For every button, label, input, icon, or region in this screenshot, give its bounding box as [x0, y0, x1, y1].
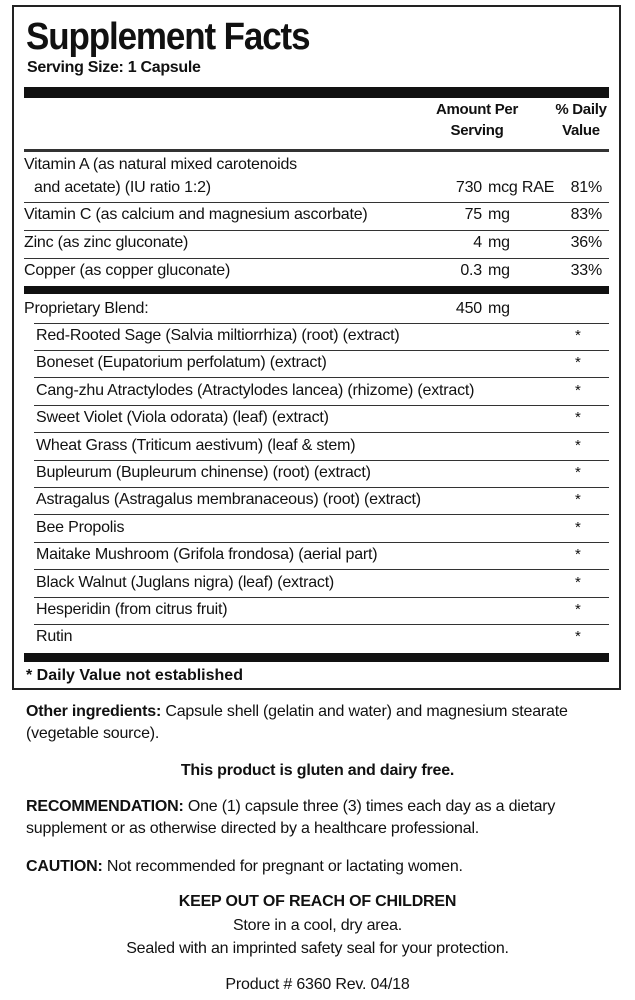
- blend-name: Proprietary Blend:: [24, 300, 149, 317]
- nutrient-name: Zinc (as zinc gluconate): [24, 234, 189, 251]
- row-divider: [34, 624, 609, 625]
- row-divider: [34, 569, 609, 570]
- blend-item-name: Hesperidin (from citrus fruit): [36, 601, 228, 618]
- blend-item-dv: *: [575, 409, 581, 427]
- nutrient-amount: 730: [455, 179, 482, 196]
- header-divider: [24, 149, 609, 152]
- serving-size: Serving Size: 1 Capsule: [27, 59, 201, 76]
- nutrient-unit: mg: [488, 234, 510, 251]
- nutrient-unit: mg: [488, 262, 510, 279]
- blend-item-dv: *: [575, 354, 581, 372]
- row-divider: [34, 514, 609, 515]
- blend-item-name: Bupleurum (Bupleurum chinense) (root) (extract): [36, 464, 371, 481]
- nutrient-dv: 83%: [570, 206, 602, 223]
- thick-divider: [24, 286, 609, 294]
- blend-item-name: Rutin: [36, 628, 73, 646]
- gluten-free-statement: This product is gluten and dairy free.: [180, 762, 455, 779]
- caution-text: Not recommended for pregnant or lactating women.: [102, 858, 463, 875]
- nutrient-dv: 36%: [570, 234, 602, 251]
- product-number: Product # 6360 Rev. 04/18: [225, 976, 410, 993]
- nutrient-amount: 75: [464, 206, 482, 223]
- nutrient-unit: mg: [488, 206, 510, 223]
- blend-item-name: Black Walnut (Juglans nigra) (leaf) (extract): [36, 573, 335, 591]
- blend-unit: mg: [488, 300, 510, 317]
- blend-item-name: Astragalus (Astragalus membranaceous) (root) (extract): [36, 491, 421, 509]
- blend-item-name: Red-Rooted Sage (Salvia miltiorrhiza) (root) (extract): [36, 327, 400, 344]
- blend-item-dv: *: [575, 464, 581, 481]
- supplement-facts-panel: [12, 5, 621, 690]
- header-dv-line1: % Daily: [555, 101, 607, 118]
- storage-instructions: Store in a cool, dry area.: [232, 917, 403, 934]
- header-amount-per-serving: [422, 99, 532, 141]
- header-daily-value: [546, 99, 616, 141]
- blend-item-dv: *: [575, 436, 581, 454]
- row-divider: [24, 258, 609, 259]
- row-divider: [34, 377, 609, 378]
- other-ingredients-label: Other ingredients:: [26, 703, 162, 720]
- thick-divider: [24, 653, 609, 662]
- blend-item-name: Cang-zhu Atractylodes (Atractylodes lancea) (rhizome) (extract): [36, 381, 475, 399]
- nutrient-name: Vitamin C (as calcium and magnesium ascorbate): [24, 206, 368, 223]
- nutrient-unit: mcg RAE: [488, 179, 555, 196]
- row-divider: [34, 350, 609, 351]
- nutrient-dv: 33%: [570, 262, 602, 279]
- row-divider: [24, 230, 609, 231]
- recommendation-text: One (1) capsule three (3) times each day as a dietary supplement or as otherwise directed by a healthcare professional.: [26, 798, 556, 837]
- recommendation: [26, 796, 616, 840]
- thick-divider: [24, 87, 609, 98]
- row-divider: [34, 460, 609, 461]
- row-divider: [34, 542, 609, 543]
- blend-item-name: Maitake Mushroom (Grifola frondosa) (aerial part): [36, 546, 378, 564]
- blend-item-dv: *: [575, 327, 581, 344]
- caution-label: CAUTION:: [26, 858, 103, 875]
- nutrient-name: Vitamin A (as natural mixed carotenoids: [24, 156, 297, 173]
- blend-item-dv: *: [575, 628, 581, 646]
- header-amount-line1: Amount Per: [435, 101, 518, 118]
- row-divider: [34, 323, 609, 324]
- nutrient-amount: 0.3: [460, 262, 482, 279]
- recommendation-label: RECOMMENDATION:: [26, 798, 184, 815]
- blend-item-dv: *: [575, 518, 581, 536]
- blend-item-dv: *: [575, 491, 581, 509]
- blend-item-dv: *: [575, 601, 581, 618]
- blend-item-dv: *: [575, 573, 581, 591]
- blend-item-dv: *: [575, 381, 581, 399]
- nutrient-name-continued: and acetate) (IU ratio 1:2): [34, 179, 211, 196]
- blend-item-name: Wheat Grass (Triticum aestivum) (leaf & stem): [36, 436, 356, 454]
- blend-item-dv: *: [575, 546, 581, 564]
- row-divider: [34, 405, 609, 406]
- header-dv-line2: Value: [562, 122, 600, 139]
- other-ingredients: [26, 701, 616, 745]
- blend-item-name: Boneset (Eupatorium perfolatum) (extract): [36, 354, 327, 372]
- row-divider: [34, 597, 609, 598]
- header-amount-line2: Serving: [450, 122, 504, 139]
- caution: [26, 856, 616, 878]
- safety-seal-note: Sealed with an imprinted safety seal for your protection.: [126, 940, 509, 957]
- nutrient-name: Copper (as copper gluconate): [24, 262, 231, 279]
- other-ingredients-text: Capsule shell (gelatin and water) and magnesium stearate (vegetable source).: [26, 703, 568, 742]
- panel-title: Supplement Facts: [26, 16, 310, 58]
- daily-value-footnote: * Daily Value not established: [26, 667, 243, 684]
- blend-item-name: Bee Propolis: [36, 518, 125, 536]
- nutrient-dv: 81%: [570, 179, 602, 196]
- row-divider: [24, 202, 609, 203]
- nutrient-amount: 4: [473, 234, 482, 251]
- blend-amount: 450: [455, 300, 482, 317]
- row-divider: [34, 487, 609, 488]
- blend-item-name: Sweet Violet (Viola odorata) (leaf) (extract): [36, 409, 329, 427]
- keep-out-warning: KEEP OUT OF REACH OF CHILDREN: [178, 893, 457, 910]
- row-divider: [34, 432, 609, 433]
